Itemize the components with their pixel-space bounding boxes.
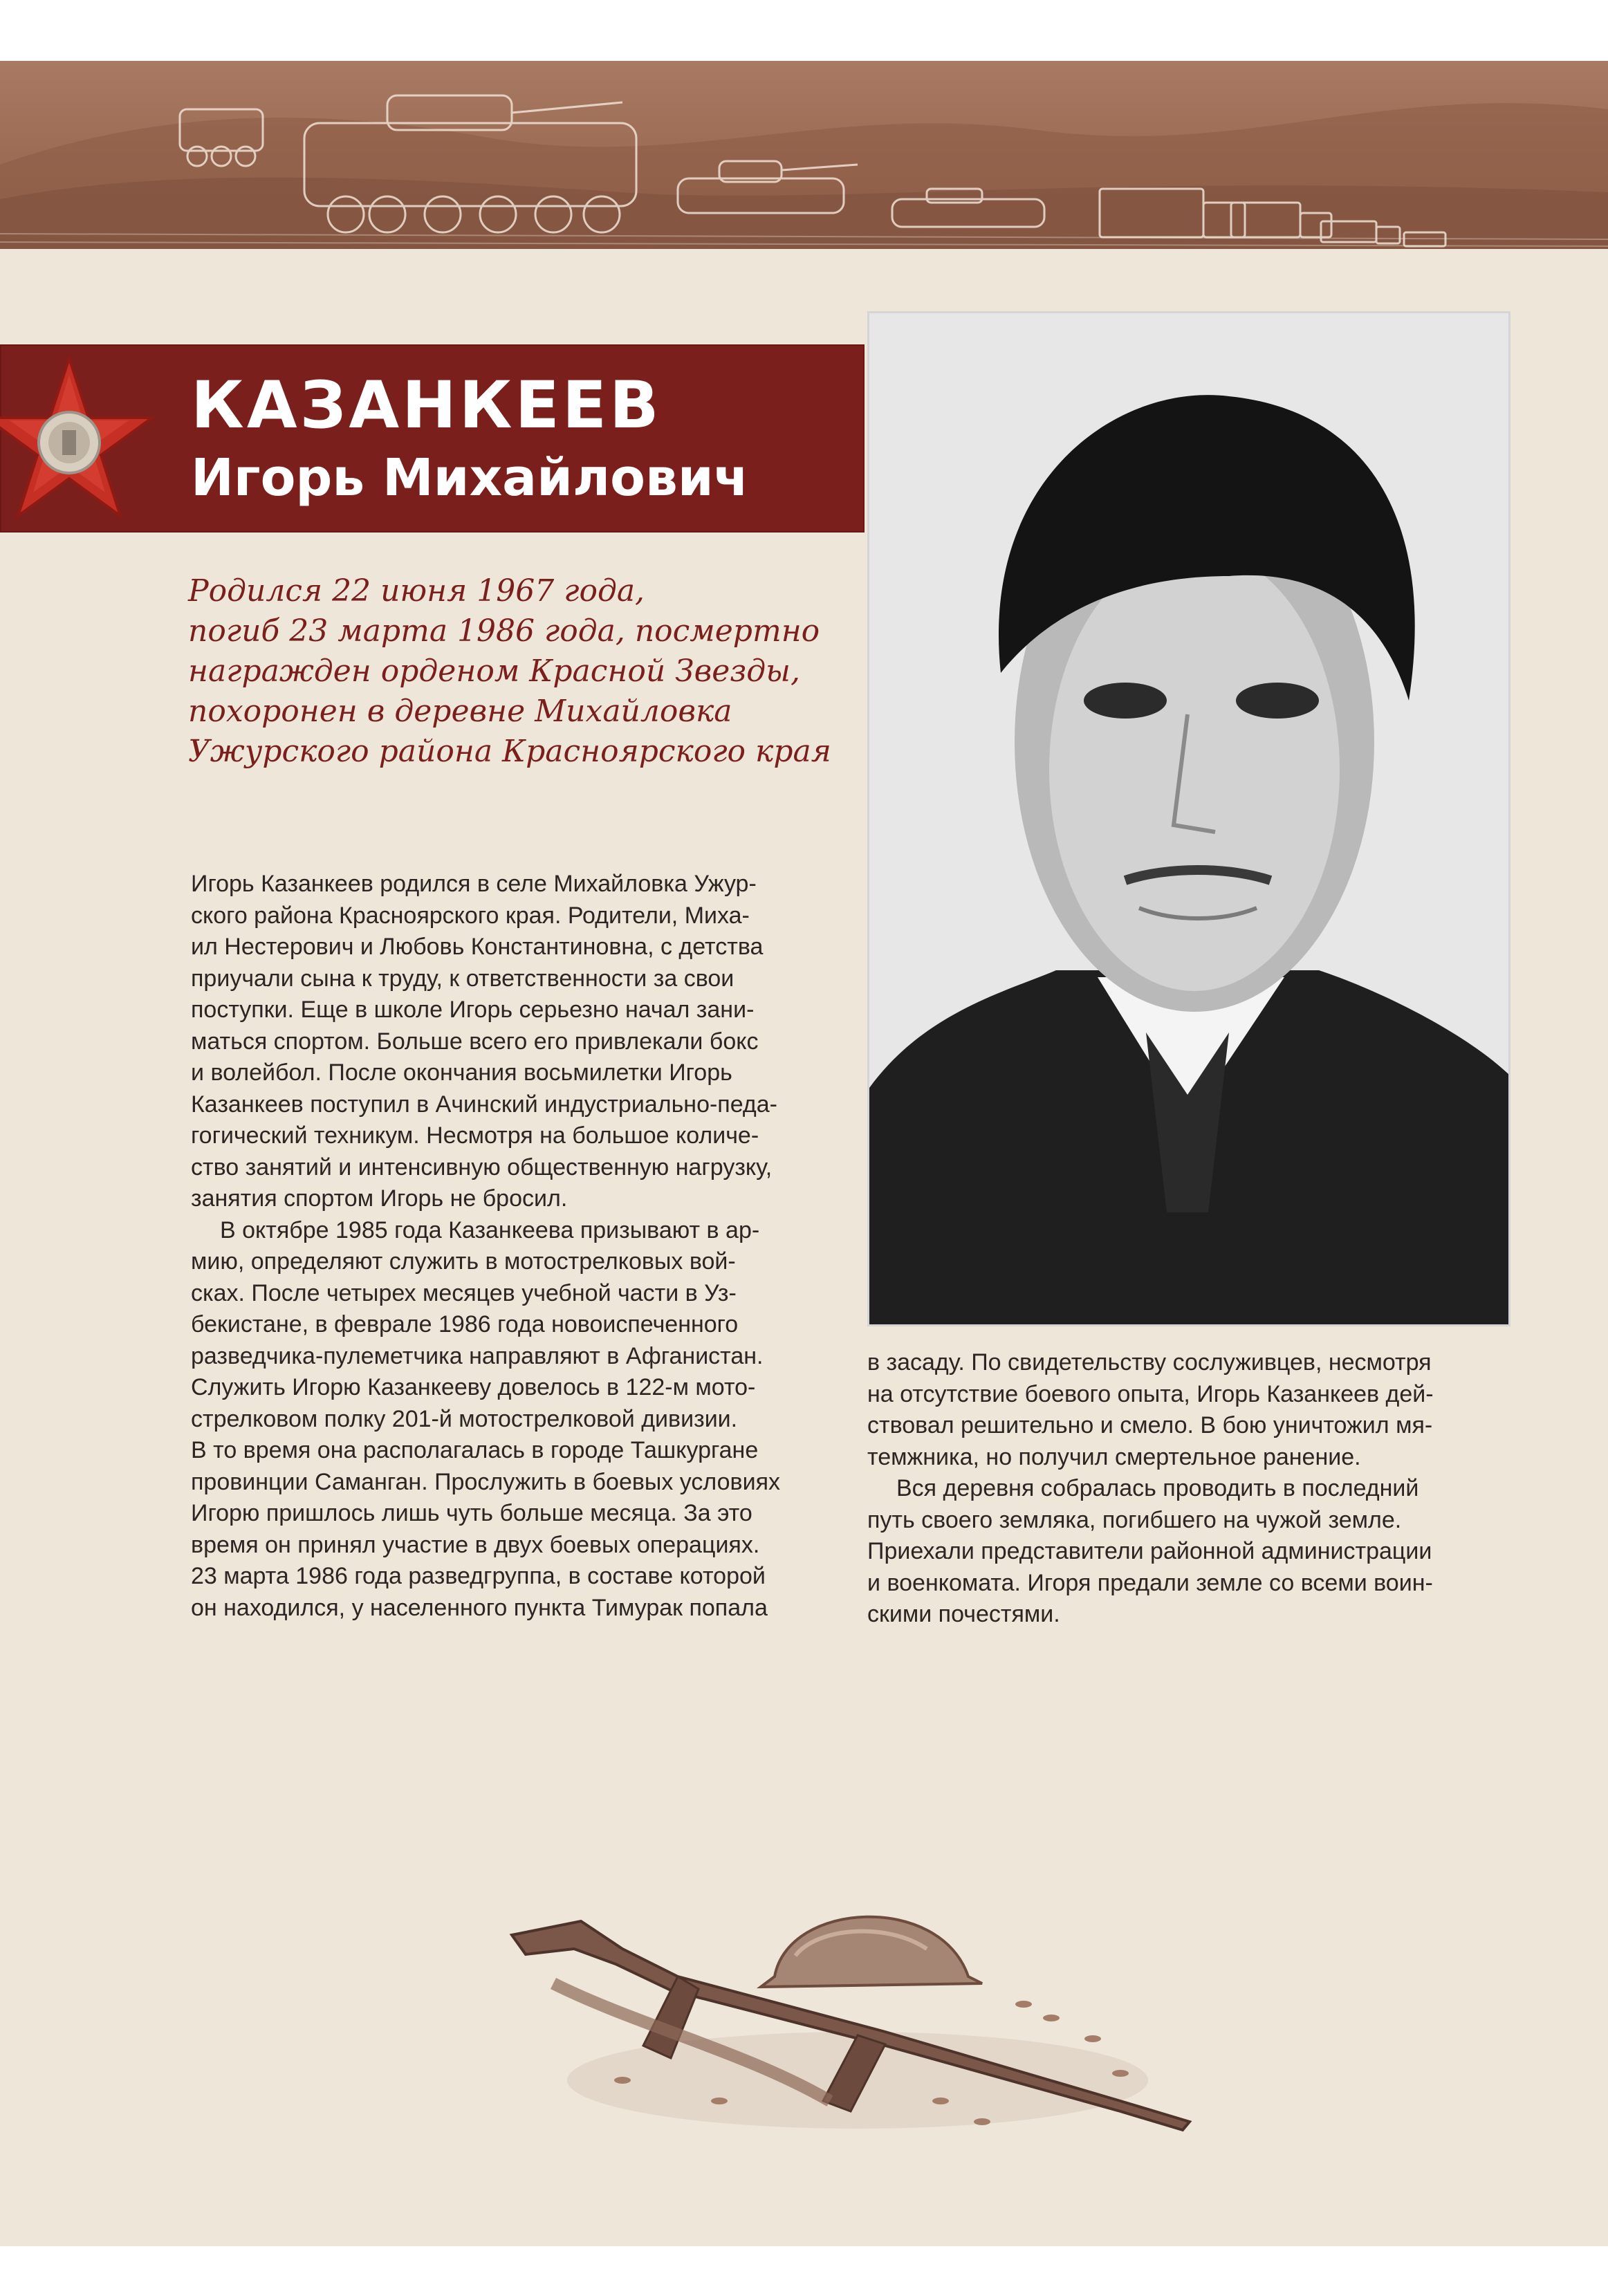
body-line: в засаду. По свидетельству сослуживцев, несмотря <box>867 1349 1432 1376</box>
body-line: гогический техникум. Несмотря на большое количе- <box>191 1122 759 1149</box>
body-line: провинции Саманган. Прослужить в боевых условиях <box>191 1468 781 1495</box>
page <box>0 61 1608 2246</box>
summary-line: награжден орденом Красной Звезды, <box>188 654 800 689</box>
body-line: ство занятий и интенсивную общественную нагрузку, <box>191 1154 773 1181</box>
body-line: Казанкеев поступил в Ачинский индустриально-педа- <box>191 1091 777 1118</box>
body-line: В то время она располагалась в городе Ташкургане <box>191 1437 759 1463</box>
body-line: Игорь Казанкеев родился в селе Михайловка Ужур- <box>191 871 757 897</box>
body-line: разведчика-пулеметчика направляют в Афганистан. <box>191 1342 764 1369</box>
body-line: Служить Игорю Казанкееву довелось в 122-м мото- <box>191 1374 756 1400</box>
surname: КАЗАНКЕЕВ <box>191 368 662 443</box>
portrait-photo <box>867 311 1510 1326</box>
body-line: маться спортом. Больше всего его привлекали бокс <box>191 1028 759 1055</box>
body-line: Вся деревня собралась проводить в последний <box>896 1475 1419 1501</box>
body-line: мию, определяют служить в мотострелковых вой- <box>191 1248 736 1275</box>
body-line: поступки. Еще в школе Игорь серьезно начал зани- <box>191 997 755 1023</box>
given-names: Игорь Михайлович <box>191 448 749 508</box>
name-band <box>0 344 865 533</box>
page-margin <box>0 2246 1608 2296</box>
body-line: приучали сына к труду, к ответственности за свои <box>191 965 734 992</box>
summary-line: похоронен в деревне Михайловка <box>188 694 732 729</box>
body-line: Приехали представители районной администрации <box>867 1538 1432 1564</box>
body-line: 23 марта 1986 года разведгруппа, в составе которой <box>191 1563 766 1589</box>
body-line: ил Нестерович и Любовь Константиновна, с детства <box>191 934 764 960</box>
body-column-1 <box>191 869 834 1624</box>
body-line: темжника, но получил смертельное ранение. <box>867 1443 1361 1470</box>
body-line: бекистане, в феврале 1986 года новоиспеченного <box>191 1311 739 1337</box>
body-line: скими почестями. <box>867 1601 1060 1627</box>
biography-summary <box>188 571 852 772</box>
body-line: В октябре 1985 года Казанкеева призывают в ар- <box>220 1216 760 1243</box>
body-line: он находился, у населенного пункта Тимурак попала <box>191 1594 768 1621</box>
summary-line: Родился 22 июня 1967 года, <box>188 573 645 609</box>
summary-line: погиб 23 марта 1986 года, посмертно <box>188 613 820 649</box>
helmet-and-rifle-illustration <box>498 1873 1266 2163</box>
body-line: время он принял участие в двух боевых операциях. <box>191 1531 760 1558</box>
military-convoy-banner <box>0 61 1608 249</box>
body-line: и военкомата. Игоря предали земле со всеми воин- <box>867 1569 1433 1596</box>
red-star-order-icon <box>0 354 159 520</box>
body-column-2 <box>867 1347 1510 1631</box>
body-line: занятия спортом Игорь не бросил. <box>191 1185 568 1212</box>
summary-line: Ужурского района Красноярского края <box>188 734 831 769</box>
body-line: путь своего земляка, погибшего на чужой земле. <box>867 1506 1402 1533</box>
body-line: сках. После четырех месяцев учебной части в Уз- <box>191 1279 737 1306</box>
body-line: на отсутствие боевого опыта, Игорь Казанкеев дей- <box>867 1380 1434 1407</box>
body-line: стрелковом полку 201-й мотострелковой дивизии. <box>191 1405 738 1432</box>
body-line: ствовал решительно и смело. В бою уничтожил мя- <box>867 1412 1433 1438</box>
body-line: и волейбол. После окончания восьмилетки Игорь <box>191 1059 732 1086</box>
body-line: Игорю пришлось лишь чуть больше месяца. За это <box>191 1500 752 1526</box>
body-line: ского района Красноярского края. Родители, Миха- <box>191 902 750 929</box>
